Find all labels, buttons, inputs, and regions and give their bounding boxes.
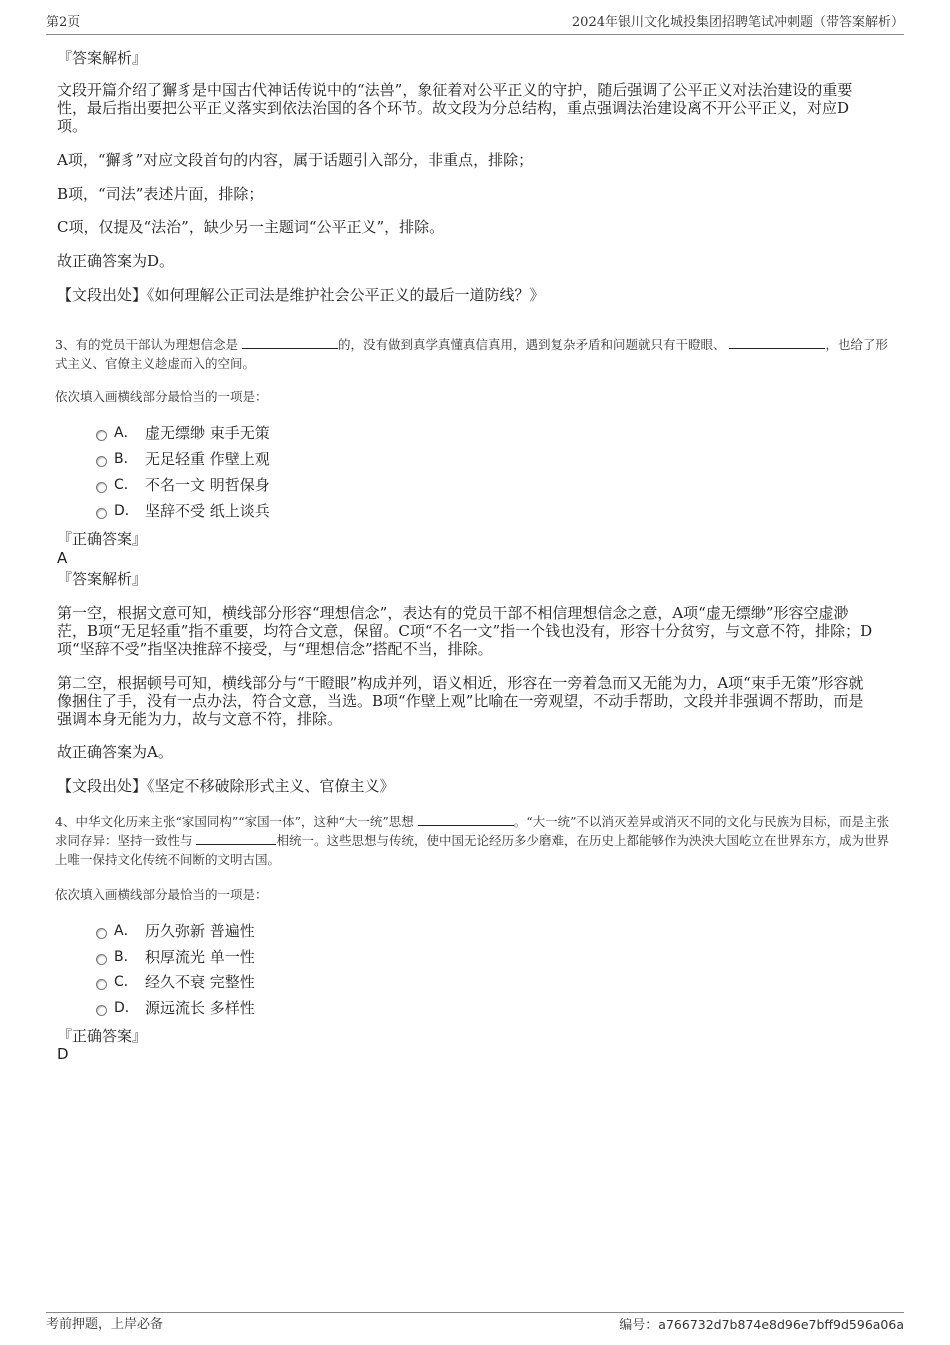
q3-stem-part-1: 3、有的党员干部认为理想信念是 <box>55 337 242 352</box>
radio-button-icon[interactable] <box>96 456 107 467</box>
q3-analysis-paragraph-1: 第一空，根据文意可知，横线部分形容“理想信念”，表达有的党员干部不相信理想信念之意，A项“虚无缥缈”形容空虚渺茫，B项“无足轻重”指不重要，均符合文意，保留。C项“不名一文”指一个钱也没有，形容十分贫穷，与文意不符，排除；D项“坚辞不受”指坚决推辞不接受，与“理想信念”搭配不当，排除。 <box>57 604 873 658</box>
q2-analysis-paragraph-2: A项，“獬豸”对应文段首句的内容，属于话题引入部分，非重点，排除； <box>57 151 534 169</box>
document-title: 2024年银川文化城投集团招聘笔试冲刺题（带答案解析） <box>571 15 904 30</box>
q4-answer: D <box>57 1045 69 1063</box>
option-letter: A． <box>114 425 138 441</box>
document-id-value: a766732d7b874e8d96e7bff9d596a06a <box>658 1317 904 1332</box>
page-header <box>46 14 904 35</box>
option-text: 历久弥新 普遍性 <box>145 922 255 940</box>
footer-slogan: 考前押题，上岸必备 <box>46 1317 164 1332</box>
option-text: 无足轻重 作壁上观 <box>145 450 270 468</box>
q2-conclusion: 故正确答案为D。 <box>57 252 175 270</box>
q4-stem-part-1: 4、中华文化历来主张“家国同构”“家国一体”，这种“大一统”思想 <box>55 814 418 829</box>
q4-stem <box>55 812 893 869</box>
q3-answer-label: 『正确答案』 <box>57 530 148 548</box>
option-text: 坚辞不受 纸上谈兵 <box>145 502 270 520</box>
option-text: 不名一文 明哲保身 <box>145 476 270 494</box>
q2-analysis-paragraph-1: 文段开篇介绍了獬豸是中国古代神话传说中的“法兽”，象征着对公平正义的守护，随后强调了公平正义对法治建设的重要性，最后指出要把公平正义落实到依法治国的各个环节。故文段为分总结构，重点强调法治建设离不开公平正义，对应D项。 <box>57 81 853 135</box>
q4-blank-2 <box>196 832 276 845</box>
option-text: 源远流长 多样性 <box>145 999 255 1017</box>
radio-button-icon[interactable] <box>96 508 107 519</box>
option-text: 经久不衰 完整性 <box>145 973 255 991</box>
q3-blank-2 <box>729 336 825 349</box>
q4-stem-part-3: 相统一。这些思想与传统，使中国无论经历多少磨难，在历史上都能够作为泱泱大国屹立在世界东方，成为世界上唯一保持文化传统不间断的文明古国。 <box>55 833 889 867</box>
q2-analysis-paragraph-3: B项，“司法”表述片面，排除； <box>57 185 264 203</box>
page-footer <box>46 1312 904 1333</box>
q3-conclusion: 故正确答案为A。 <box>57 743 173 761</box>
option-letter: C． <box>114 974 138 990</box>
radio-button-icon[interactable] <box>96 482 107 493</box>
q3-stem <box>55 335 893 373</box>
document-id-label: 编号： <box>619 1318 659 1333</box>
q3-source: 【文段出处】《坚定不移破除形式主义、官僚主义》 <box>57 777 395 795</box>
radio-button-icon[interactable] <box>96 928 107 939</box>
option-text: 虚无缥缈 束手无策 <box>145 424 270 442</box>
q3-analysis-label: 『答案解析』 <box>57 570 148 588</box>
q2-analysis-paragraph-4: C项，仅提及“法治”，缺少另一主题词“公平正义”，排除。 <box>57 218 445 236</box>
option-letter: B． <box>114 949 138 965</box>
q3-blank-1 <box>242 336 338 349</box>
q4-instruction: 依次填入画横线部分最恰当的一项是： <box>55 887 268 902</box>
radio-button-icon[interactable] <box>96 979 107 990</box>
q3-instruction: 依次填入画横线部分最恰当的一项是： <box>55 389 268 404</box>
radio-button-icon[interactable] <box>96 1005 107 1016</box>
radio-button-icon[interactable] <box>96 954 107 965</box>
q2-source: 【文段出处】《如何理解公正司法是维护社会公平正义的最后一道防线？》 <box>57 286 545 304</box>
q3-answer: A <box>57 549 68 567</box>
page-number: 第2页 <box>46 15 81 30</box>
option-letter: B． <box>114 451 138 467</box>
q4-answer-label: 『正确答案』 <box>57 1027 148 1045</box>
option-letter: D． <box>114 503 139 519</box>
q2-analysis-label: 『答案解析』 <box>57 49 148 67</box>
option-letter: A． <box>114 923 138 939</box>
q4-stem-part-2: 。“大一统”不以消灭差异或消灭不同的文化与民族为目标，而是主张求同存异：坚持一致性与 <box>55 814 890 848</box>
radio-button-icon[interactable] <box>96 430 107 441</box>
q4-blank-1 <box>418 813 514 826</box>
q3-stem-part-2: 的，没有做到真学真懂真信真用，遇到复杂矛盾和问题就只有干瞪眼、 <box>337 337 730 352</box>
option-letter: C． <box>114 477 138 493</box>
q3-analysis-paragraph-2: 第二空，根据顿号可知，横线部分与“干瞪眼”构成并列，语义相近，形容在一旁着急而又无能为力，A项“束手无策”形容就像捆住了手，没有一点办法，符合文意，当选。B项“作壁上观”比喻在一旁观望，不动手帮助，文段并非强调不帮助，而是强调本身无能为力，故与文意不符，排除。 <box>57 674 864 728</box>
option-text: 积厚流光 单一性 <box>145 948 255 966</box>
q3-stem-part-3: ，也给了形式主义、官僚主义趁虚而入的空间。 <box>55 337 888 371</box>
option-letter: D． <box>114 1000 139 1016</box>
document-id <box>619 1316 904 1335</box>
